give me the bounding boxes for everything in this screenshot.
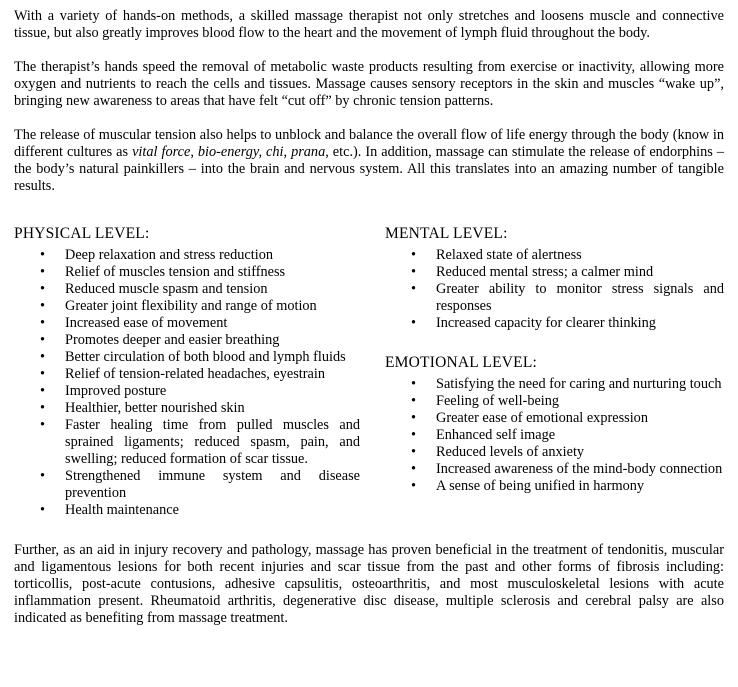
mental-emotional-column [385,224,724,519]
paragraph-injury-recovery: Further, as an aid in injury recovery and pathology, massage has proven beneficial in the treatment of tendonitis, muscular and ligamentous lesions for both recent injuries and scar tissue from the past and other forms of fibrosis including: torticollis, post-acute contusions, adhesive capsulitis, osteoarthritis, and most musculoskeletal lesions with acute inflammation present. Rheumatoid arthritis, degenerative disc disease, multiple sclerosis and cerebral palsy are also indicated as benefiting from massage treatment. [14,542,724,626]
paragraph-therapist-hands: The therapist’s hands speed the removal of metabolic waste products resulting from exercise or inactivity, allowing more oxygen and nutrients to reach the cells and tissues. Massage causes sensory receptors in the skin and muscles “wake up”, bringing new awareness to areas that have felt “cut off” by chronic tension patterns. [14,59,724,109]
physical-level-list [14,247,360,519]
list-item: • Satisfying the need for caring and nurturing touch [436,376,724,393]
mental-level-heading: MENTAL LEVEL: [385,225,508,242]
list-item: • Relief of tension-related headaches, eyestrain [65,366,360,383]
list-item: • Better circulation of both blood and lymph fluids [65,349,360,366]
list-item: • Faster healing time from pulled muscles and sprained ligaments; reduced spasm, pain, and swelling; reduced formation of scar tissue. [65,417,360,468]
list-item: • Enhanced self image [436,427,724,444]
list-item: • Greater ability to monitor stress signals and responses [436,281,724,315]
physical-level-heading: PHYSICAL LEVEL: [14,225,150,242]
list-item: • Greater joint flexibility and range of motion [65,298,360,315]
italic-cultural-terms: vital force, bio-energy, chi, prana, [132,144,329,160]
mental-level-list [385,247,724,332]
list-item: • Relaxed state of alertness [436,247,724,264]
list-item: • Reduced levels of anxiety [436,444,724,461]
list-item: • Reduced muscle spasm and tension [65,281,360,298]
paragraph-intro: With a variety of hands-on methods, a skilled massage therapist not only stretches and loosens muscle and connective tissue, but also greatly improves blood flow to the heart and the movement of lymph fluid throughout the body. [14,8,724,41]
physical-column [14,224,360,519]
list-item: • Strengthened immune system and disease prevention [65,468,360,502]
list-item: • A sense of being unified in harmony [436,478,724,495]
list-item: • Improved posture [65,383,360,400]
benefits-columns [14,224,724,519]
list-item: • Greater ease of emotional expression [436,410,724,427]
list-item: • Promotes deeper and easier breathing [65,332,360,349]
emotional-level-heading: EMOTIONAL LEVEL: [385,354,537,371]
list-item: • Reduced mental stress; a calmer mind [436,264,724,281]
list-item: • Healthier, better nourished skin [65,400,360,417]
list-item: • Increased ease of movement [65,315,360,332]
list-item: • Health maintenance [65,502,360,519]
paragraph-life-energy-start: The release of muscular tension also helps to unblock and balance the overall flow of life energy through the body (know in different cultures as [14,127,724,160]
emotional-level-list [385,376,724,495]
list-item: • Feeling of well-being [436,393,724,410]
list-item: • Relief of muscles tension and stiffness [65,264,360,281]
list-item: • Deep relaxation and stress reduction [65,247,360,264]
list-item: • Increased capacity for clearer thinking [436,315,724,332]
list-item: • Increased awareness of the mind-body connection [436,461,724,478]
paragraph-life-energy-end: etc.). In addition, massage can stimulate the release of endorphins – the body’s natural painkillers – into the brain and nervous system. All this translates into an amazing number of tangible results. [14,144,724,194]
paragraph-life-energy [14,127,724,195]
